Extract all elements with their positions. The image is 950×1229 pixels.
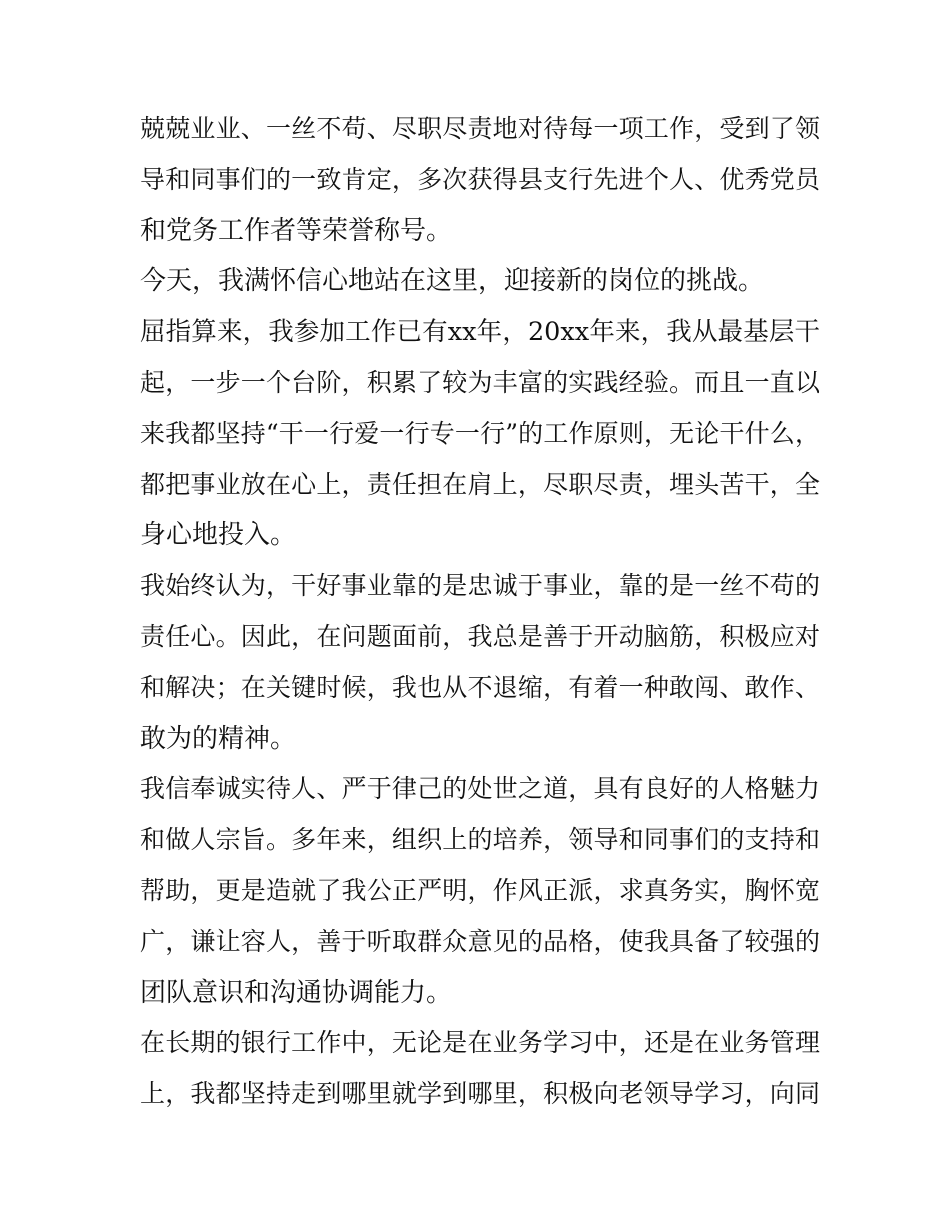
text-line: 广，谦让容人，善于听取群众意见的品格，使我具备了较强的 <box>140 926 820 956</box>
text-line: 在长期的银行工作中，无论是在业务学习中，还是在业务管理 <box>140 1028 820 1058</box>
text-line: 敢为的精神。 <box>140 723 297 754</box>
text-line: 上，我都坚持走到哪里就学到哪里，积极向老领导学习，向同 <box>140 1079 820 1109</box>
text-line: 起，一步一个台阶，积累了较为丰富的实践经验。而且一直以 <box>140 367 820 397</box>
text-line: 我信奉诚实待人、严于律己的处世之道，具有良好的人格魅力 <box>140 774 820 804</box>
text-line: 兢兢业业、一丝不苟、尽职尽责地对待每一项工作，受到了领 <box>140 114 820 143</box>
text-line: 帮助，更是造就了我公正严明，作风正派，求真务实，胸怀宽 <box>140 875 820 905</box>
text-line: 身心地投入。 <box>140 520 297 551</box>
text-line: 和党务工作者等荣誉称号。 <box>140 215 453 246</box>
text-line: 都把事业放在心上，责任担在肩上，尽职尽责，埋头苦干，全 <box>140 469 820 499</box>
text-line: 和做人宗旨。多年来，组织上的培养，领导和同事们的支持和 <box>140 825 820 855</box>
text-line: 我始终认为，干好事业靠的是忠诚于事业，靠的是一丝不苟的 <box>140 571 820 601</box>
text-line: 团队意识和沟通协调能力。 <box>140 977 453 1008</box>
text-line: 今天，我满怀信心地站在这里，迎接新的岗位的挑战。 <box>140 266 765 297</box>
text-line: 来我都坚持“干一行爱一行专一行”的工作原则，无论干什么， <box>140 418 820 448</box>
text-line: 和解决；在关键时候，我也从不退缩，有着一种敢闯、敢作、 <box>140 672 820 702</box>
document-body <box>140 104 820 1120</box>
text-line: 导和同事们的一致肯定，多次获得县支行先进个人、优秀党员 <box>140 164 820 194</box>
text-line: 屈指算来，我参加工作已有xx年，20xx年来，我从最基层干 <box>140 317 820 348</box>
text-line: 责任心。因此，在问题面前，我总是善于开动脑筋，积极应对 <box>140 621 820 651</box>
